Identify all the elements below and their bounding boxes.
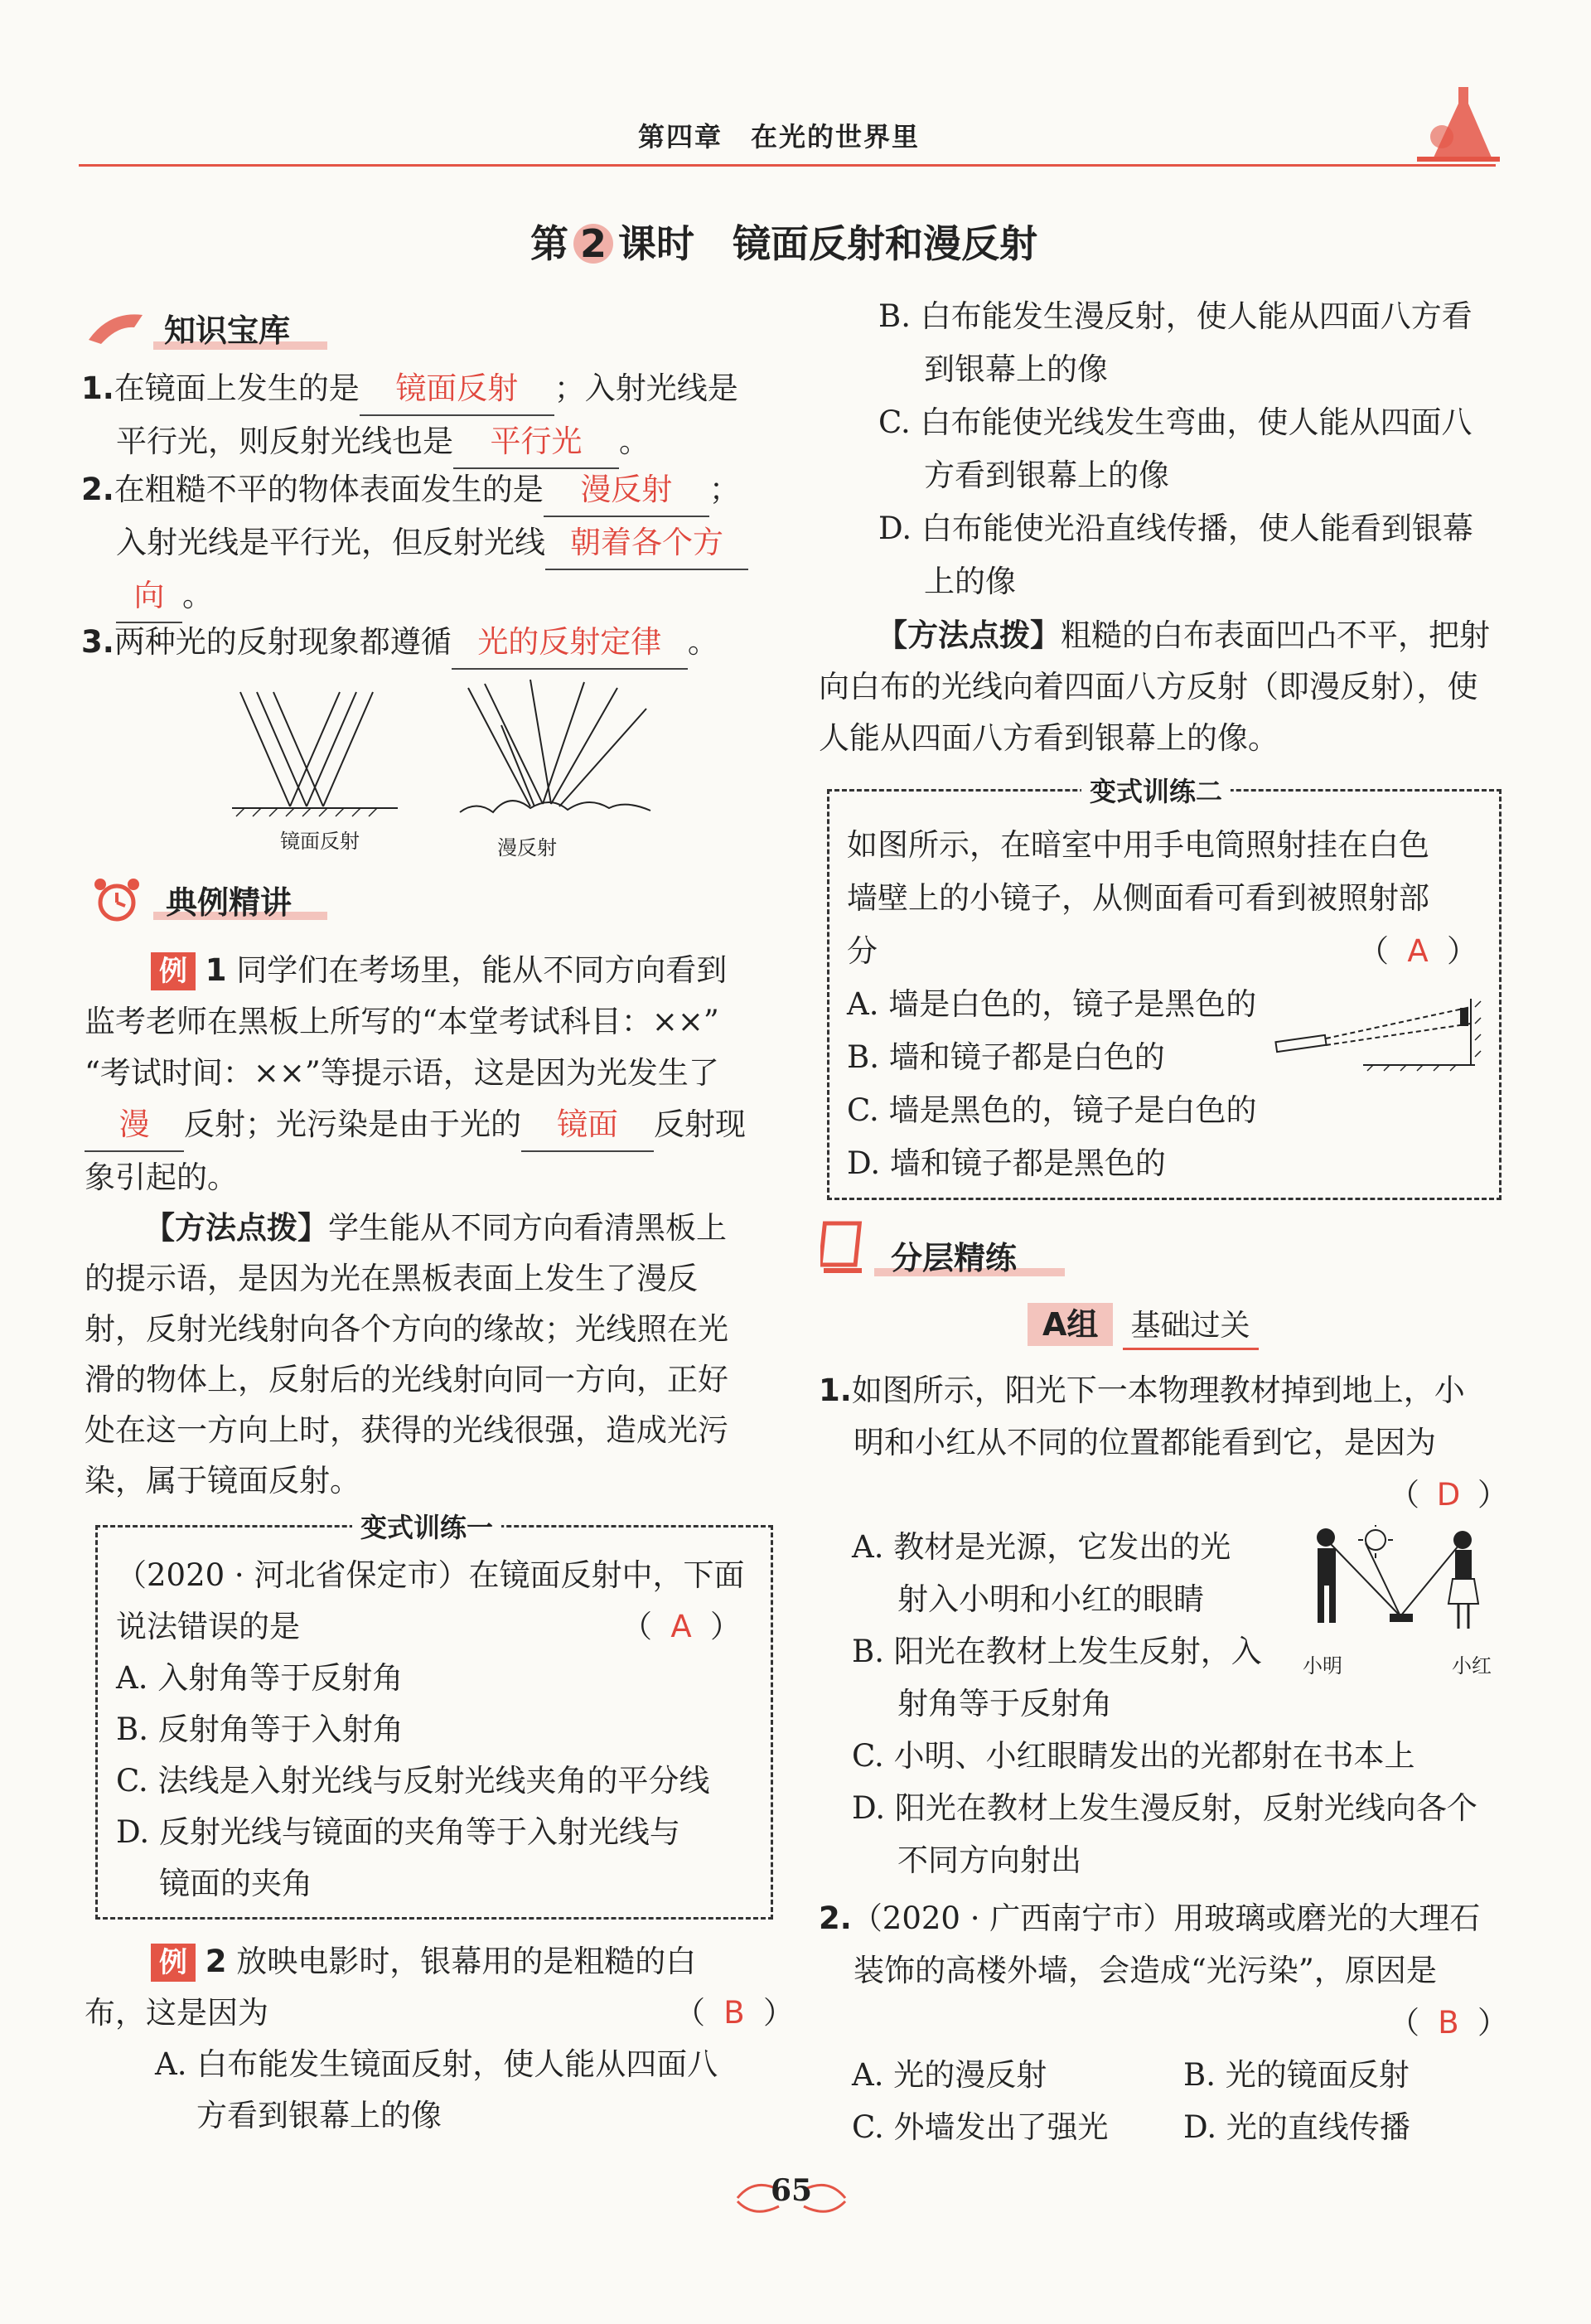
variant2-title: 变式训练二 bbox=[1081, 771, 1231, 809]
diffuse-reflection-figure bbox=[452, 675, 659, 829]
lesson-title: 第 2 课时 镜面反射和漫反射 bbox=[530, 221, 1037, 266]
practice-q2: 2.（2020 · 广西南宁市）用玻璃或磨光的大理石 装饰的高楼外墙，会造成“光污染”，原因是 （ B ） A. 光的漫反射 B. 光的镜面反射 C. 外墙发出了强光 D. 光的直线传播 bbox=[819, 1900, 1508, 2145]
variant1-title: 变式训练一 bbox=[352, 1507, 501, 1545]
example2-tag: 例 bbox=[151, 1944, 196, 1982]
knowledge-section-title: 知识宝库 bbox=[164, 312, 291, 349]
variant2-question: 如图所示，在暗室中用手电筒照射挂在白色 墙壁上的小镜子，从侧面看可看到被照射部 分 （ A ） A. 墙是白色的，镜子是黑色的 B. 墙和镜子都是白色的 C. 墙是黑色的，镜子是白色的 D. 墙和镜子都是黑色的 bbox=[847, 827, 1477, 1181]
example1: 例 1 同学们在考场里，能从不同方向看到 监考老师在黑板上所写的“本堂考试科目：××” “考试时间：××”等提示语，这是因为光发生了 漫 反射；光污染是由于光的 镜面 反射现 象引起的。 bbox=[85, 952, 746, 1195]
page-number: 65 bbox=[770, 2173, 813, 2208]
groupA-heading bbox=[1028, 1303, 1259, 1350]
flashlight-mirror-figure bbox=[1272, 990, 1487, 1073]
chapter-header: 第四章 在光的世界里 bbox=[638, 121, 921, 153]
examples-section-title: 典例精讲 bbox=[166, 884, 293, 921]
practice-section-title: 分层精练 bbox=[891, 1240, 1018, 1276]
variant1-question: （2020 · 河北省保定市）在镜面反射中，下面 说法错误的是 （ A ） A. 入射角等于反射角 B. 反射角等于入射角 C. 法线是入射光线与反射光线夹角的平分线 D. 反射光线与镜面的夹角等于入射光线与 镜面的夹角 bbox=[116, 1557, 745, 1901]
knowledge-q2: 2.在粗糙不平的物体表面发生的是 漫反射 ； 入射光线是平行光，但反射光线 朝着各个方 向 。 bbox=[81, 464, 748, 623]
students-book-figure bbox=[1293, 1525, 1500, 1649]
diffuse-label: 漫反射 bbox=[497, 836, 557, 859]
header-rule bbox=[79, 164, 1496, 167]
example2-options-cont: B. 白布能发生漫反射，使人能从四面八方看 到银幕上的像 C. 白布能使光线发生弯曲，使人能从四面八 方看到银幕上的像 D. 白布能使光沿直线传播，使人能看到银幕 上的像 bbox=[878, 298, 1473, 599]
knowledge-section-icon bbox=[85, 303, 151, 352]
specular-reflection-figure bbox=[224, 684, 406, 825]
example1-tag: 例 bbox=[151, 952, 196, 990]
example2-method: 【方法点拨】粗糙的白布表面凹凸不平，把射 向白布的光线向着四面八方反射（即漫反射），使 人能从四面八方看到银幕上的像。 bbox=[819, 617, 1490, 756]
practice-q1: 1.如图所示，阳光下一本物理教材掉到地上，小 明和小红从不同的位置都能看到它，是因为 （ D ） A. 教材是光源，它发出的光 射入小明和小红的眼睛 B. 阳光在教材上发生反射，入 射角等于反射角 C. 小明、小红眼睛发出的光都射在书本上 D. 阳光在教材上发生漫反射，反射光线向各个 不同方向射出 bbox=[819, 1373, 1508, 1878]
knowledge-q1: 1.在镜面上发生的是 镜面反射 ；入射光线是 平行光，则反射光线也是 平行光 。 bbox=[81, 363, 738, 469]
example2: 例 2 放映电影时，银幕用的是粗糙的白 布，这是因为 （ B ） A. 白布能发生镜面反射，使人能从四面八 方看到银幕上的像 bbox=[85, 1944, 794, 2133]
figure-label-xiaoming: 小明 bbox=[1303, 1654, 1342, 1678]
groupA-sub: 基础过关 bbox=[1123, 1305, 1259, 1350]
monitor-icon bbox=[820, 1218, 870, 1276]
example1-method: 【方法点拨】学生能从不同方向看清黑板上 的提示语，是因为光在黑板表面上发生了漫反 射，反射光线射向各个方向的缘故；光线照在光 滑的物体上，反射后的光线射向同一方向，正好 处在这一方向上时，获得的光线很强，造成光污 染，属于镜面反射。 bbox=[85, 1210, 728, 1498]
groupA-label: A组 bbox=[1028, 1303, 1113, 1346]
lesson-number-badge: 2 bbox=[573, 224, 613, 264]
specular-label: 镜面反射 bbox=[280, 830, 360, 853]
flask-icon bbox=[1409, 70, 1508, 166]
figure-label-xiaohong: 小红 bbox=[1452, 1654, 1492, 1678]
knowledge-q3: 3.两种光的反射现象都遵循 光的反射定律 。 bbox=[81, 617, 718, 670]
alarm-clock-icon bbox=[88, 874, 146, 924]
